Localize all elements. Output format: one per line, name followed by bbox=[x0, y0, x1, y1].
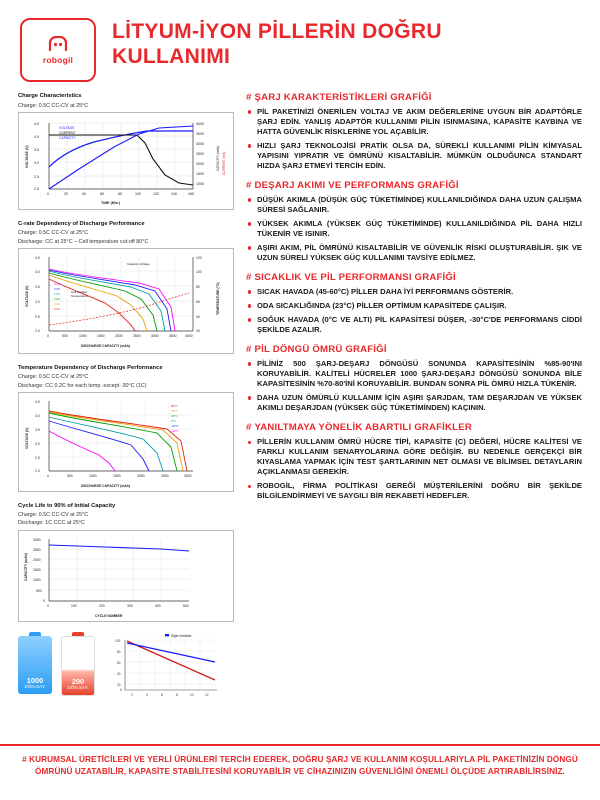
section-dongu bbox=[246, 344, 582, 413]
hash-icon: # bbox=[246, 180, 252, 192]
svg-text:120: 120 bbox=[196, 255, 202, 260]
svg-text:2000: 2000 bbox=[137, 473, 145, 478]
svg-text:3.5: 3.5 bbox=[34, 147, 39, 152]
svg-text:100: 100 bbox=[196, 269, 202, 274]
svg-text:1000: 1000 bbox=[33, 577, 41, 582]
svg-text:Capacity-Voltage: Capacity-Voltage bbox=[127, 261, 150, 266]
battery-pair bbox=[18, 632, 95, 696]
svg-text:160: 160 bbox=[188, 191, 194, 196]
chart-caption bbox=[18, 220, 234, 246]
svg-text:140: 140 bbox=[171, 191, 177, 196]
section-sarj bbox=[246, 92, 582, 171]
chart-subtitle: Charge: 0.5C CC-CV at 25°C bbox=[18, 512, 89, 519]
list-item: DÜŞÜK AKIMLA (DÜŞÜK GÜÇ TÜKETİMİNDE) KULLANILDIĞINDA DAHA UZUN ÇALIŞMA SÜRESİ SAĞLANIR. bbox=[246, 195, 582, 215]
list-item: SICAK HAVADA (45-60°C) PİLLER DAHA İYİ PERFORMANS GÖSTERİR. bbox=[246, 287, 582, 297]
battery-cap-icon bbox=[29, 632, 41, 636]
svg-text:80: 80 bbox=[117, 649, 121, 654]
svg-text:DISCHARGE CAPACITY (mAh): DISCHARGE CAPACITY (mAh) bbox=[81, 483, 131, 488]
title-wrap bbox=[112, 18, 512, 70]
svg-text:1500: 1500 bbox=[196, 171, 204, 176]
svg-text:1000: 1000 bbox=[89, 473, 97, 478]
svg-text:-10°C: -10°C bbox=[171, 423, 179, 428]
svg-text:6: 6 bbox=[161, 692, 163, 697]
svg-text:80: 80 bbox=[196, 284, 200, 289]
chart-title: Cycle Life to 90% of Initial Capacity bbox=[18, 502, 116, 509]
svg-text:2.0: 2.0 bbox=[34, 186, 39, 191]
battery-right bbox=[61, 632, 95, 696]
svg-text:4.5: 4.5 bbox=[35, 255, 40, 260]
list-item: AŞIRI AKIM, PİL ÖMRÜNÜ KISALTABİLİR VE GÜVENLİK RİSKİ OLUŞTURABİLİR. ŞIK VE UZUN SÜRELİ YÜKSEK GÜÇ KULLANIMI TAVSİYE EDİLMEZ. bbox=[246, 243, 582, 263]
battery-body bbox=[18, 636, 52, 694]
svg-text:200: 200 bbox=[99, 603, 105, 608]
svg-text:3.5: 3.5 bbox=[35, 427, 40, 432]
svg-text:80: 80 bbox=[118, 191, 122, 196]
chart-plot-cycle bbox=[18, 530, 234, 622]
svg-text:CURRENT (mA): CURRENT (mA) bbox=[222, 151, 226, 175]
svg-text:3.0: 3.0 bbox=[35, 441, 40, 446]
svg-text:2500: 2500 bbox=[133, 333, 141, 338]
svg-text:100: 100 bbox=[135, 191, 141, 196]
svg-text:60: 60 bbox=[196, 299, 200, 304]
hash-icon: # bbox=[246, 272, 252, 284]
svg-text:0.5C: 0.5C bbox=[54, 286, 61, 291]
svg-text:8: 8 bbox=[176, 692, 178, 697]
chart-card-c-rate bbox=[18, 220, 234, 354]
svg-text:3000: 3000 bbox=[151, 333, 159, 338]
list-item: PİLİNİZ 500 ŞARJ-DEŞARJ DÖNGÜSÜ SONUNDA KAPASİTESİNİN %85-90'INI KORUYABİLİR. KALİTELİ HÜCRELER 1000 ŞARJ-DEŞARJ DÖNGÜSÜ SONUNDA BİLE KAPASİTESİNİN %70-80'İNİ KORUYABİLİR. BUNDAN SONRA PİL ÖMRÜ HIZLA TÜKENİR. bbox=[246, 359, 582, 389]
svg-text:2: 2 bbox=[131, 692, 133, 697]
svg-text:Temperature: Temperature bbox=[71, 293, 88, 298]
svg-text:DISCHARGE CAPACITY (mAh): DISCHARGE CAPACITY (mAh) bbox=[81, 343, 131, 348]
svg-text:2000: 2000 bbox=[196, 161, 204, 166]
content-area bbox=[0, 88, 600, 709]
svg-text:12: 12 bbox=[205, 692, 209, 697]
bullet-list bbox=[246, 107, 582, 171]
chart-subtitle: Charge: 0.5C CC-CV at 25°C bbox=[18, 102, 89, 109]
svg-text:VOLTAGE (V): VOLTAGE (V) bbox=[25, 427, 29, 449]
svg-text:3500: 3500 bbox=[169, 333, 177, 338]
svg-text:CYCLE NUMBER: CYCLE NUMBER bbox=[95, 613, 123, 618]
svg-text:2.5: 2.5 bbox=[35, 314, 40, 319]
svg-text:3.0C: 3.0C bbox=[54, 301, 61, 306]
svg-text:TIME (Min.): TIME (Min.) bbox=[101, 200, 121, 205]
svg-text:3000: 3000 bbox=[196, 141, 204, 146]
chart-plot-temperature bbox=[18, 392, 234, 492]
svg-text:1000: 1000 bbox=[196, 181, 204, 186]
chart-subtitle-2: Discharge: CC at 25°C – Cell temperature cut-off 80°C bbox=[18, 238, 149, 245]
chart-caption bbox=[18, 502, 234, 528]
svg-text:3.0: 3.0 bbox=[34, 160, 39, 165]
svg-text:23°C: 23°C bbox=[171, 413, 178, 418]
svg-text:3000: 3000 bbox=[33, 537, 41, 542]
svg-text:500: 500 bbox=[183, 603, 189, 608]
svg-text:4000: 4000 bbox=[196, 121, 204, 126]
svg-text:0: 0 bbox=[47, 603, 49, 608]
svg-text:2000: 2000 bbox=[33, 557, 41, 562]
svg-text:3500: 3500 bbox=[196, 131, 204, 136]
page-header bbox=[0, 0, 600, 88]
chart-caption bbox=[18, 92, 234, 110]
svg-text:400: 400 bbox=[155, 603, 161, 608]
bullet-list bbox=[246, 287, 582, 335]
chart-title: Temperature Dependency of Discharge Performance bbox=[18, 364, 163, 371]
svg-text:4.0: 4.0 bbox=[35, 269, 40, 274]
svg-text:2500: 2500 bbox=[33, 547, 41, 552]
bullet-list bbox=[246, 359, 582, 413]
battery-left-value: 1000 DÖN.SAY. bbox=[24, 675, 46, 689]
section-sicaklik bbox=[246, 272, 582, 335]
chart-plot-misleading bbox=[105, 632, 234, 709]
svg-text:TEMPERATURE (°C): TEMPERATURE (°C) bbox=[216, 282, 220, 315]
bullet-list bbox=[246, 195, 582, 263]
chart-card-temperature bbox=[18, 364, 234, 492]
svg-text:4: 4 bbox=[146, 692, 148, 697]
svg-text:Cell Surface: Cell Surface bbox=[71, 289, 88, 294]
chart-card-charge-characteristics bbox=[18, 92, 234, 210]
bullet-list bbox=[246, 437, 582, 501]
svg-text:1500: 1500 bbox=[97, 333, 105, 338]
chart-plot-charge bbox=[18, 112, 234, 210]
list-item: YÜKSEK AKIMLA (YÜKSEK GÜÇ TÜKETİMİNDE) KULLANILDIĞINDA PİL DAHA HIZLI TÜKENİR VE ISINIR. bbox=[246, 219, 582, 239]
chart-subtitle-2: Discharge: 1C CCC at 25°C bbox=[18, 520, 85, 527]
text-column bbox=[234, 92, 582, 709]
battery-comparison bbox=[18, 632, 234, 709]
chart-subtitle: Charge: 0.5C CC-CV at 25°C bbox=[18, 230, 89, 237]
svg-text:1500: 1500 bbox=[33, 567, 41, 572]
svg-text:45°C: 45°C bbox=[171, 408, 178, 413]
svg-text:20: 20 bbox=[196, 328, 200, 333]
chart-caption bbox=[18, 364, 234, 390]
battery-right-value: 200 DÖN.SAY. bbox=[67, 676, 89, 690]
battery-left bbox=[18, 632, 52, 696]
svg-text:-30°C: -30°C bbox=[171, 428, 179, 433]
section-desarj bbox=[246, 180, 582, 263]
hash-icon: # bbox=[246, 92, 252, 103]
battery-body bbox=[61, 636, 95, 696]
svg-text:CAPACITY (mAh): CAPACITY (mAh) bbox=[216, 145, 220, 171]
svg-text:CURRENT: CURRENT bbox=[59, 130, 76, 135]
svg-text:120: 120 bbox=[153, 191, 159, 196]
svg-text:4.5: 4.5 bbox=[34, 121, 39, 126]
svg-text:2.0: 2.0 bbox=[35, 328, 40, 333]
svg-text:2.5: 2.5 bbox=[35, 455, 40, 460]
svg-text:VOLTAGE: VOLTAGE bbox=[59, 125, 75, 130]
list-item: ODA SICAKLIĞINDA (23°C) PİLLER OPTİMUM KAPASİTEDE ÇALIŞIR. bbox=[246, 301, 582, 311]
svg-text:2.0: 2.0 bbox=[35, 468, 40, 473]
svg-text:4000: 4000 bbox=[185, 333, 193, 338]
svg-text:1500: 1500 bbox=[113, 473, 121, 478]
svg-text:2500: 2500 bbox=[161, 473, 169, 478]
hash-icon: # bbox=[246, 344, 252, 356]
svg-text:0: 0 bbox=[47, 191, 49, 196]
chart-card-cycle-life bbox=[18, 502, 234, 622]
section-title: # PİL DÖNGÜ ÖMRÜ GRAFİĞİ bbox=[246, 344, 387, 356]
svg-text:100: 100 bbox=[71, 603, 77, 608]
svg-text:300: 300 bbox=[127, 603, 133, 608]
svg-text:10: 10 bbox=[190, 692, 194, 697]
svg-text:1.0C: 1.0C bbox=[54, 291, 61, 296]
svg-text:VOLTAGE (V): VOLTAGE (V) bbox=[25, 285, 29, 307]
svg-text:40: 40 bbox=[82, 191, 86, 196]
page-title: LİTYUM-İYON PİLLERİN DOĞRU KULLANIMI bbox=[112, 20, 442, 68]
list-item: PİL PAKETİNİZİ ÖNERİLEN VOLTAJ VE AKIM DEĞERLERİNE UYGUN BİR ADAPTÖRLE ŞARJ EDİN. YANLIŞ ADAPTÖR KULLANIMI PİLİN ISINMASINA, KAPASİTE KAYBINA VE HATTA GÜVENLİK RİSKLERİNE YOL AÇABİLİR. bbox=[246, 107, 582, 137]
list-item: PİLLERİN KULLANIM ÖMRÜ HÜCRE TİPİ, KAPASİTE (C) DEĞERİ, HÜCRE KALİTESİ VE FARKLI KULLANIM SENARYOLARINA GÖRE DEĞİŞİR. BU NEDENLE GERÇEKÇİ BİR KIYASLAMA YAPMAK İÇİN TEST ŞARTLARININ NET OLMASI VE BİLİMSEL DETAYLARIN AÇIKLANMASI GEREKİR. bbox=[246, 437, 582, 477]
svg-text:0.2C: 0.2C bbox=[54, 281, 61, 286]
svg-text:60: 60 bbox=[117, 660, 121, 665]
brand-name: robogil bbox=[42, 54, 74, 65]
page-footer bbox=[0, 744, 600, 800]
svg-text:20: 20 bbox=[117, 682, 121, 687]
svg-text:VOLTAGE (V): VOLTAGE (V) bbox=[25, 145, 29, 168]
svg-text:4.5: 4.5 bbox=[35, 399, 40, 404]
svg-text:20: 20 bbox=[64, 191, 68, 196]
robot-head-icon bbox=[45, 36, 71, 52]
svg-text:2000: 2000 bbox=[115, 333, 123, 338]
svg-text:3.0: 3.0 bbox=[35, 299, 40, 304]
footer-text: # KURUMSAL ÜRETİCİLERİ VE YERLİ ÜRÜNLERİ TERCİH EDEREK, DOĞRU ŞARJ VE KULLANIM KOŞULLARIYLA PİL PAKETİNİZİN DÖNGÜ ÖMRÜNÜ UZATABİLİR, KAPASİTE STABİLİTESİNİ KORUYABİLİR VE CİHAZINIZIN GÜVENLİĞİNİ ÖNEMLİ ÖLÇÜDE ARTIRABİLİRSİNİZ. bbox=[22, 755, 578, 776]
svg-text:0: 0 bbox=[47, 333, 49, 338]
chart-title: C-rate Dependency of Discharge Performance bbox=[18, 220, 145, 227]
svg-text:CAPACITY: CAPACITY bbox=[59, 135, 76, 140]
svg-text:3000: 3000 bbox=[184, 473, 192, 478]
list-item: DAHA UZUN ÖMÜRLÜ KULLANIM İÇİN AŞIRI ŞARJDAN, TAM DEŞARJDAN VE YÜKSEK AKIMLI DEŞARJDAN (YÜKSEK GÜÇ TÜKETİMİNDEN) KAÇININ. bbox=[246, 393, 582, 413]
svg-text:2.0C: 2.0C bbox=[54, 296, 61, 301]
svg-text:0: 0 bbox=[120, 687, 122, 692]
section-title: # ŞARJ KARAKTERİSTİKLERİ GRAFİĞİ bbox=[246, 92, 432, 103]
svg-text:500: 500 bbox=[62, 333, 68, 338]
battery-cap-icon bbox=[72, 632, 84, 636]
section-yaniltma bbox=[246, 422, 582, 501]
svg-text:3.5: 3.5 bbox=[35, 284, 40, 289]
svg-text:0: 0 bbox=[47, 473, 49, 478]
svg-text:0°C: 0°C bbox=[171, 418, 177, 423]
chart-subtitle: Charge: 0.5C CC-CV at 25°C bbox=[18, 374, 89, 381]
svg-text:60°C: 60°C bbox=[171, 403, 178, 408]
svg-text:40: 40 bbox=[117, 671, 121, 676]
svg-text:0: 0 bbox=[43, 598, 45, 603]
svg-text:2.5: 2.5 bbox=[34, 174, 39, 179]
hash-icon: # bbox=[246, 422, 252, 434]
svg-text:2500: 2500 bbox=[196, 151, 204, 156]
chart-plot-crate bbox=[18, 248, 234, 354]
chart-title: Charge Characteristics bbox=[18, 93, 82, 99]
svg-text:100: 100 bbox=[115, 638, 121, 643]
section-title: # DEŞARJ AKIMI VE PERFORMANS GRAFİĞİ bbox=[246, 180, 459, 192]
svg-text:500: 500 bbox=[67, 473, 73, 478]
charts-column bbox=[18, 92, 234, 709]
svg-text:1000: 1000 bbox=[79, 333, 87, 338]
svg-text:40: 40 bbox=[196, 314, 200, 319]
list-item: HIZLI ŞARJ TEKNOLOJİSİ PRATİK OLSA DA, SÜREKLİ KULLANIMI PİLİN KİMYASAL YAPISINI YIPRATIR VE ÖMRÜNÜ KISALTABİLİR. MÜMKÜN OLDUĞUNCA STANDART HIZDA ŞARJ ETMEYİ TERCİH EDİN. bbox=[246, 141, 582, 171]
section-title: # SICAKLIK VE PİL PERFORMANSI GRAFİĞİ bbox=[246, 272, 456, 284]
list-item: ROBOGİL, FİRMA POLİTİKASI GEREĞİ MÜŞTERİLERİNİ DOĞRU BİR ŞEKİLDE BİLGİLENDİRMEYİ VE SAYGILI BİR REKABETİ HEDEFLER. bbox=[246, 481, 582, 501]
svg-text:Diğer üreticiler: Diğer üreticiler bbox=[171, 633, 192, 638]
svg-text:60: 60 bbox=[100, 191, 104, 196]
svg-text:CAPACITY (mAh): CAPACITY (mAh) bbox=[24, 552, 28, 581]
section-title: # YANILTMAYA YÖNELİK ABARTILI GRAFİKLER bbox=[246, 422, 472, 434]
brand-logo bbox=[20, 18, 96, 82]
svg-text:4.0: 4.0 bbox=[34, 134, 39, 139]
svg-text:500: 500 bbox=[36, 588, 42, 593]
chart-subtitle-2: Discharge: CC 0.2C for each temp. except -30°C (1C) bbox=[18, 382, 147, 389]
svg-text:4.0: 4.0 bbox=[35, 413, 40, 418]
list-item: SOĞUK HAVADA (0°C VE ALTI) PİL KAPASİTESİ DÜŞER, -30°C'DE PERFORMANS CİDDİ ŞEKİLDE AZALIR. bbox=[246, 315, 582, 335]
svg-text:5.0C: 5.0C bbox=[54, 306, 61, 311]
